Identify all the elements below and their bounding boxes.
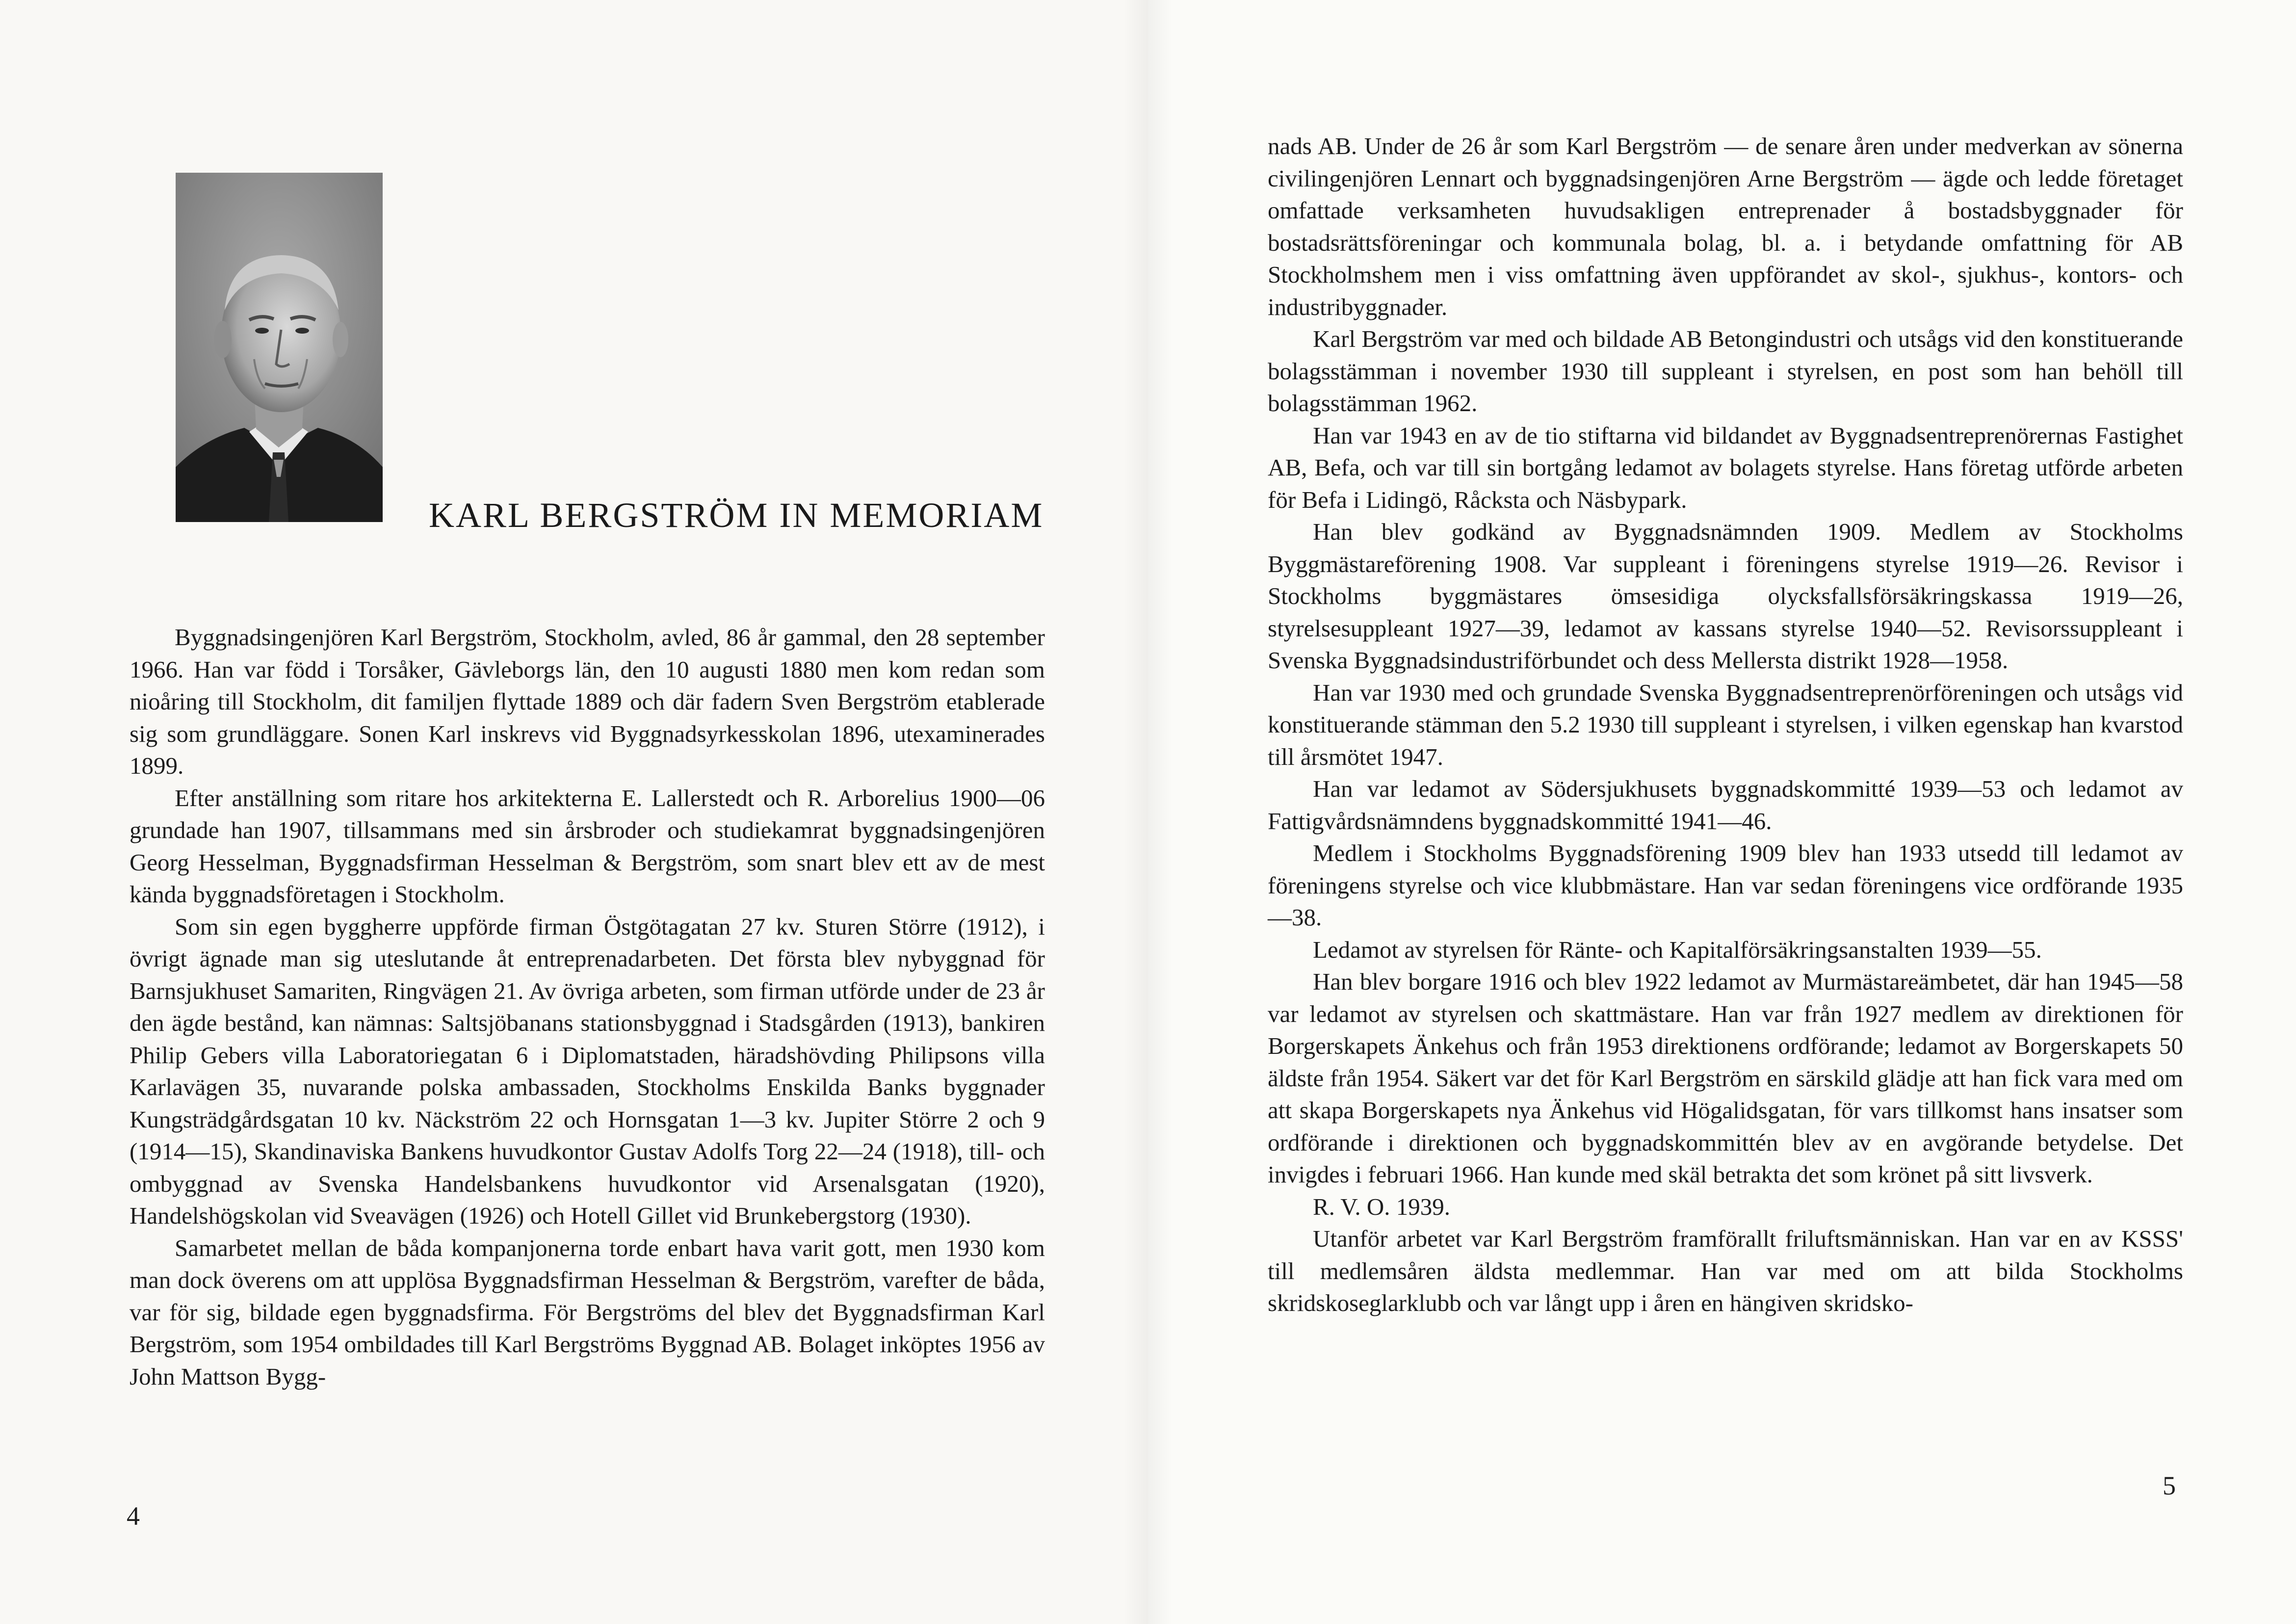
paragraph: Byggnadsingenjören Karl Bergström, Stockholm, avled, 86 år gammal, den 28 september 1966. Han var född i Torsåker, Gävleborgs län, den 10 augusti 1880 men kom redan som nioåring till Stockholm, dit familjen flyttade 1889 och där fadern Sven Bergström etablerade sig som grundläggare. Sonen Karl inskrevs vid Byggnadsyrkesskolan 1896, utexaminerades 1899. xyxy=(130,624,1045,779)
memorial-title: KARL BERGSTRÖM IN MEMORIAM xyxy=(429,496,1044,535)
paragraph: Medlem i Stockholms Byggnadsförening 1909 blev han 1933 utsedd till ledamot av föreningens styrelse och vice klubbmästare. Han var sedan föreningens vice ordförande 1935—38. xyxy=(1268,839,2183,931)
paragraph: Han var 1943 en av de tio stiftarna vid bildandet av Byggnadsentreprenörernas Fastighet AB, Befa, och var till sin bortgång ledamot av bolagets styrelse. Hans företag utförde arbeten för Befa i Lidingö, Råcksta och Näsbypark. xyxy=(1268,421,2183,513)
paragraph: Han var 1930 med och grundade Svenska Byggnadsentreprenörföreningen och utsågs vid konstituerande stämman den 5.2 1930 till suppleant i styrelsen, i vilken egenskap han kvarstod till årsmötet 1947. xyxy=(1268,679,2183,770)
paragraph: Han blev borgare 1916 och blev 1922 ledamot av Murmästareämbetet, där han 1945—58 var ledamot av styrelsen och skattmästare. Han var från 1927 medlem av direktionen för Borgerskapets Änkehus och från 1953 direktionens ordförande; ledamot av Borgerskapets 50 äldste från 1954. Säkert var det för Karl Bergström en särskild glädje att han fick vara med om att skapa Borgerskapets nya Änkehus vid Högalidsgatan, för vars tillkomst hans insatser som ordförande i direktionen och byggnadskommittén blev av en avgörande betydelse. Det invigdes i februari 1966. Han kunde med skäl betrakta det som krönet på sitt livsverk. xyxy=(1268,968,2183,1188)
paragraph: Han var ledamot av Södersjukhusets byggnadskommitté 1939—53 och ledamot av Fattigvårdsnämndens byggnadskommitté 1941—46. xyxy=(1268,775,2183,835)
paragraph: Han blev godkänd av Byggnadsnämnden 1909. Medlem av Stockholms Byggmästareförening 1908. Var suppleant i föreningens styrelse 1919—26. Revisor i Stockholms byggmästares ömsesidiga olycksfallsförsäkringskassa 1919—26, styrelsesuppleant 1927—39, ledamot av kassans styrelse 1940—52. Revisorssuppleant i Svenska Byggnadsindustriförbundet och dess Mellersta distrikt 1928—1958. xyxy=(1268,518,2183,674)
paragraph: Samarbetet mellan de båda kompanjonerna torde enbart hava varit gott, men 1930 kom man dock överens om att upplösa Byggnadsfirman Hesselman & Bergström, varefter de båda, var för sig, bildade egen byggnadsfirma. För Bergströms del blev det Byggnadsfirman Karl Bergström, som 1954 ombildades till Karl Bergströms Byggnad AB. Bolaget inköptes 1956 av John Mattson Bygg- xyxy=(130,1234,1045,1390)
paragraph: Som sin egen byggherre uppförde firman Östgötagatan 27 kv. Sturen Större (1912), i övrigt ägnade man sig uteslutande åt entreprenadarbeten. Det första blev nybyggnad för Barnsjukhuset Samariten, Ringvägen 21. Av övriga arbeten, som firman utförde under de 23 år den ägde bestånd, kan nämnas: Saltsjöbanans stationsbyggnad i Stadsgården (1913), bankiren Philip Gebers villa Laboratoriegatan 6 i Diplomatstaden, häradshövding Philipsons villa Karlavägen 35, nuvarande polska ambassaden, Stockholms Enskilda Banks byggnader Kungsträdgårdsgatan 10 kv. Näckström 22 och Hornsgatan 1—3 kv. Jupiter Större 2 och 9 (1914—15), Skandinaviska Bankens huvudkontor Gustav Adolfs Torg 22—24 (1918), till- och ombyggnad av Svenska Handelsbankens huvudkontor vid Arsenalsgatan (1920), Handelshögskolan vid Sveavägen (1926) och Hotell Gillet vid Brunkebergstorg (1930). xyxy=(130,913,1045,1229)
paragraph: Ledamot av styrelsen för Ränte- och Kapitalförsäkringsanstalten 1939—55. xyxy=(1313,936,2042,963)
book-gutter xyxy=(1123,0,1173,1624)
page-number: 4 xyxy=(127,1501,140,1531)
paragraph: R. V. O. 1939. xyxy=(1313,1193,1451,1220)
portrait-illustration xyxy=(176,173,383,522)
right-page xyxy=(1148,0,2296,1624)
page-number: 5 xyxy=(2163,1471,2176,1500)
paragraph: Efter anställning som ritare hos arkitekterna E. Lallerstedt och R. Arborelius 1900—06 grundade han 1907, tillsammans med sin årsbroder och studiekamrat byggnadsingenjören Georg Hesselman, Byggnadsfirman Hesselman & Bergström, som snart blev ett av de mest kända byggnadsföretagen i Stockholm. xyxy=(130,784,1045,908)
left-text-column xyxy=(130,621,1045,1392)
paragraph: Karl Bergström var med och bildade AB Betongindustri och utsågs vid den konstituerande bolagsstämman i november 1930 till suppleant i styrelsen, en post som han behöll till bolagsstämman 1962. xyxy=(1268,325,2183,417)
paragraph: Utanför arbetet var Karl Bergström framförallt friluftsmänniskan. Han var en av KSSS' till medlemsåren äldsta medlemmar. Han var med om att bilda Stockholms skridskoseglarklubb och var långt upp i åren en hängiven skridsko- xyxy=(1268,1225,2183,1316)
right-text-column xyxy=(1268,130,2183,1319)
portrait-photo xyxy=(176,173,383,522)
continuation-paragraph: nads AB. Under de 26 år som Karl Bergström — de senare åren under medverkan av sönerna civilingenjören Lennart och byggnadsingenjören Arne Bergström — ägde och ledde företaget omfattade verksamheten huvudsakligen entreprenader å bostadsbyggnader för bostadsrättsföreningar och kommunala bolag, bl. a. i betydande omfattning för AB Stockholmshem men i viss omfattning även uppförandet av skol-, sjukhus-, kontors- och industribyggnader. xyxy=(1268,132,2183,320)
